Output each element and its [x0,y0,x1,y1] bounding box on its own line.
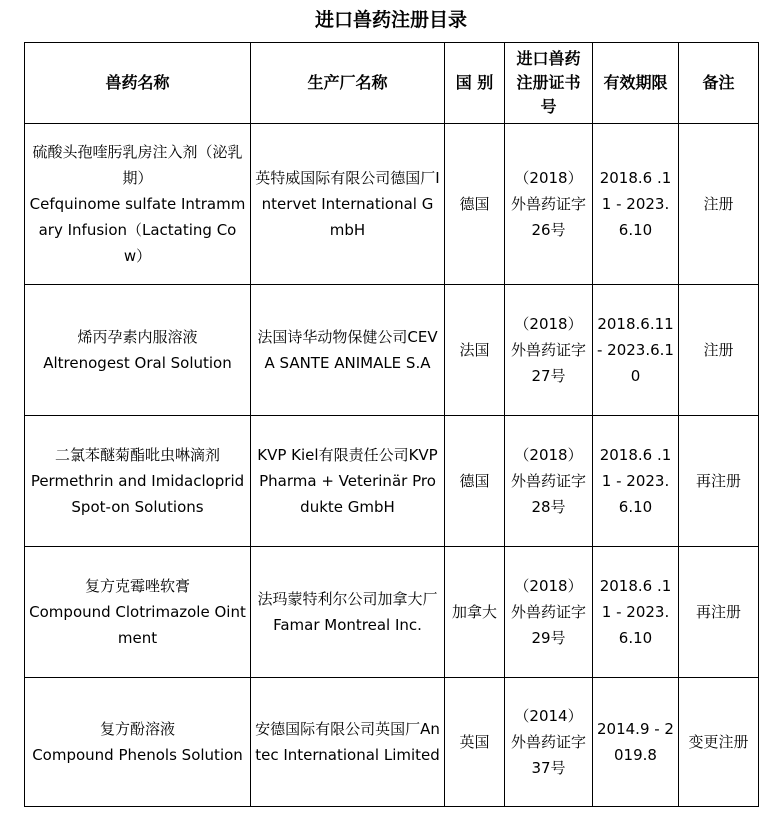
table-row [25,124,759,285]
remark-cell: 注册 [679,124,759,285]
remark-cell: 变更注册 [679,678,759,807]
validity-cell: 2018.6.11 - 2023.6.10 [593,285,679,416]
drug-name-en: Cefquinome sulfate Intrammary Infusion（Lactating Cow） [29,195,246,265]
header-country: 国 别 [445,43,505,124]
header-drug-name: 兽药名称 [25,43,251,124]
header-remark: 备注 [679,43,759,124]
drug-name-cell [25,124,251,285]
drug-name-cn: 二氯苯醚菊酯吡虫啉滴剂 [54,446,220,464]
drug-name-cell [25,285,251,416]
cert-number-cell: （2018）外兽药证字28号 [505,416,593,547]
drug-name-en: Compound Phenols Solution [32,746,243,764]
validity-cell: 2014.9 - 2019.8 [593,678,679,807]
drug-name-cn: 硫酸头孢喹肟乳房注入剂（泌乳期） [32,143,243,187]
country-cell: 英国 [445,678,505,807]
drug-name-cn: 复方酚溶液 [99,720,175,738]
cert-number-cell: （2014）外兽药证字37号 [505,678,593,807]
cert-number-cell: （2018）外兽药证字29号 [505,547,593,678]
cert-number-cell: （2018）外兽药证字26号 [505,124,593,285]
manufacturer-cell: 英特威国际有限公司德国厂Intervet International GmbH [251,124,445,285]
manufacturer-cell: 安德国际有限公司英国厂Antec International Limited [251,678,445,807]
drug-name-cn: 复方克霉唑软膏 [84,577,190,595]
table-row [25,416,759,547]
validity-cell: 2018.6 .11 - 2023.6.10 [593,416,679,547]
manufacturer-cell: 法玛蒙特利尔公司加拿大厂Famar Montreal Inc. [251,547,445,678]
table-row [25,285,759,416]
header-manufacturer: 生产厂名称 [251,43,445,124]
drug-name-cell [25,416,251,547]
manufacturer-cell: 法国诗华动物保健公司CEVA SANTE ANIMALE S.A [251,285,445,416]
country-cell: 德国 [445,124,505,285]
country-cell: 德国 [445,416,505,547]
table-row [25,678,759,807]
manufacturer-cell: KVP Kiel有限责任公司KVP Pharma + Veterinär Produkte GmbH [251,416,445,547]
table-row [25,547,759,678]
country-cell: 加拿大 [445,547,505,678]
drug-name-cn: 烯丙孕素内服溶液 [77,328,198,346]
remark-cell: 再注册 [679,416,759,547]
country-cell: 法国 [445,285,505,416]
page-title: 进口兽药注册目录 [314,9,467,31]
validity-cell: 2018.6 .11 - 2023.6.10 [593,124,679,285]
table-header-row [25,43,759,124]
drug-name-en: Permethrin and Imidacloprid Spot-on Solutions [30,472,245,516]
drug-name-en: Compound Clotrimazole Ointment [29,603,246,647]
remark-cell: 注册 [679,285,759,416]
drug-name-en: Altrenogest Oral Solution [43,354,232,372]
drug-name-cell [25,547,251,678]
drug-name-cell [25,678,251,807]
header-validity: 有效期限 [593,43,679,124]
header-cert-number: 进口兽药注册证书号 [505,43,593,124]
remark-cell: 再注册 [679,547,759,678]
registration-table [24,42,759,807]
cert-number-cell: （2018）外兽药证字27号 [505,285,593,416]
validity-cell: 2018.6 .11 - 2023.6.10 [593,547,679,678]
